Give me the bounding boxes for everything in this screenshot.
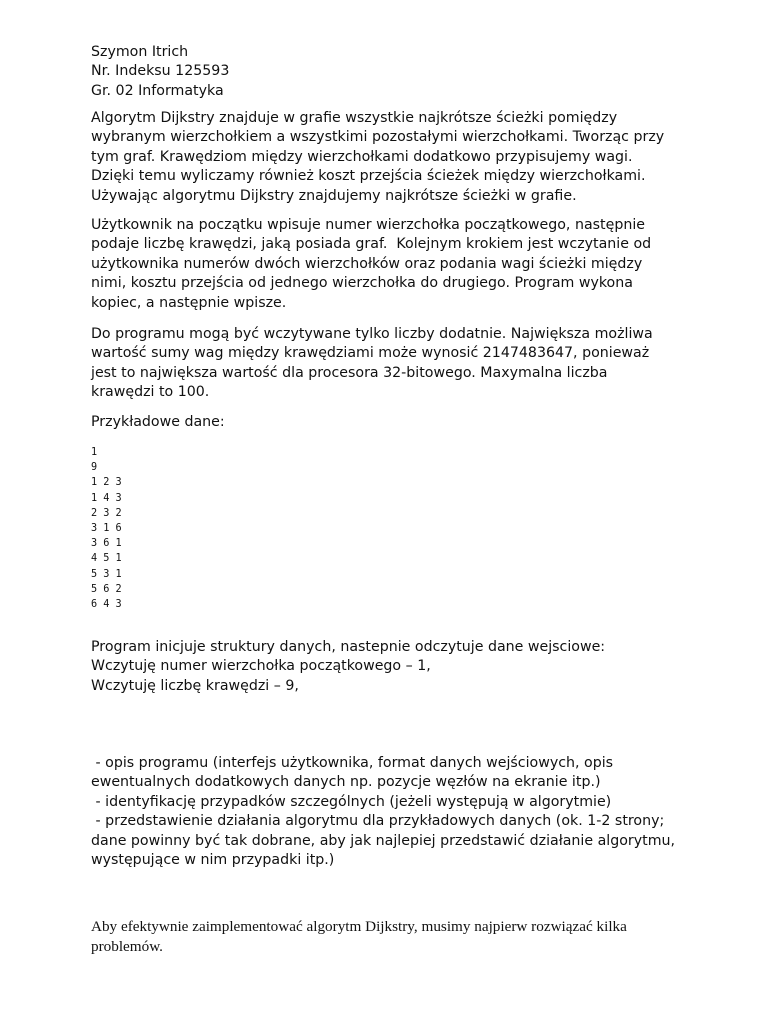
example-data-line: 4 5 1 bbox=[91, 553, 122, 565]
example-label: Przykładowe dane: bbox=[91, 414, 225, 430]
author-name: Szymon Itrich bbox=[91, 44, 189, 60]
paragraph-constraints bbox=[91, 325, 701, 403]
example-data-line: 2 3 2 bbox=[91, 507, 122, 519]
paragraph-line: użytkownika numerów dwóch wierzchołków oraz podania wagi ścieżki między bbox=[91, 255, 643, 272]
paragraph-user-input bbox=[91, 216, 701, 313]
paragraph-line: jest to największa wartość dla procesora 32-bitowego. Maxymalna liczba bbox=[91, 364, 608, 381]
paragraph-line: problemów. bbox=[91, 938, 163, 955]
example-data-line: 1 2 3 bbox=[91, 477, 122, 489]
example-data-line: 6 4 3 bbox=[91, 599, 122, 611]
example-data-line: 5 6 2 bbox=[91, 583, 122, 595]
list-item: ewentualnych dodatkowych danych np. pozycje węzłów na ekranie itp.) bbox=[91, 774, 601, 791]
paragraph-line: wybranym wierzchołkiem a wszystkimi pozostałymi wierzchołkami. Tworząc przy bbox=[91, 129, 665, 146]
paragraph-line: tym graf. Krawędziom między wierzchołkami dodatkowo przypisujemy wagi. bbox=[91, 148, 633, 165]
paragraph-line: podaje liczbę krawędzi, jaką posiada graf. Kolejnym krokiem jest wczytanie od bbox=[91, 236, 652, 253]
paragraph-line: Wczytuję liczbę krawędzi – 9, bbox=[91, 677, 299, 694]
student-index: Nr. Indeksu 125593 bbox=[91, 63, 230, 80]
paragraph-line: kopiec, a następnie wpisze. bbox=[91, 294, 287, 311]
author-header bbox=[91, 43, 701, 101]
paragraph-line: krawędzi to 100. bbox=[91, 384, 210, 401]
paragraph-algorithm-description bbox=[91, 109, 701, 206]
list-item: występujące w nim przypadki itp.) bbox=[91, 852, 335, 869]
list-item: dane powinny być tak dobrane, aby jak najlepiej przedstawić działanie algorytmu, bbox=[91, 832, 676, 849]
example-data-line: 1 bbox=[91, 447, 98, 458]
paragraph-line: Używając algorytmu Dijkstry znajdujemy najkrótsze ścieżki w grafie. bbox=[91, 187, 577, 204]
example-data-listing bbox=[91, 445, 701, 612]
paragraph-closing bbox=[91, 917, 701, 957]
list-item: - przedstawienie działania algorytmu dla przykładowych danych (ok. 1-2 strony; bbox=[91, 813, 665, 830]
example-data-line: 1 4 3 bbox=[91, 492, 122, 504]
paragraph-line: Aby efektywnie zaimplementować algorytm Dijkstry, musimy najpierw rozwiązać kilka bbox=[91, 918, 627, 935]
paragraph-line: nimi, kosztu przejścia od jednego wierzchołka do drugiego. Program wykona bbox=[91, 275, 633, 292]
example-data-line: 3 1 6 bbox=[91, 523, 122, 535]
paragraph-line: Program inicjuje struktury danych, nastepnie odczytuje dane wejsciowe: bbox=[91, 639, 606, 655]
paragraph-line: Użytkownik na początku wpisuje numer wierzchołka początkowego, następnie bbox=[91, 217, 645, 233]
paragraph-line: wartość sumy wag między krawędziami może wynosić 2147483647, ponieważ bbox=[91, 345, 650, 362]
paragraph-initialization bbox=[91, 638, 701, 696]
example-heading bbox=[91, 413, 701, 432]
paragraph-line: Wczytuję numer wierzchołka początkowego – 1, bbox=[91, 658, 431, 675]
requirements-list bbox=[91, 754, 701, 870]
example-data-line: 5 3 1 bbox=[91, 568, 122, 580]
paragraph-line: Dzięki temu wyliczamy również koszt przejścia ścieżek między wierzchołkami. bbox=[91, 168, 646, 185]
student-group: Gr. 02 Informatyka bbox=[91, 82, 224, 99]
paragraph-line: Do programu mogą być wczytywane tylko liczby dodatnie. Największa możliwa bbox=[91, 326, 653, 342]
example-data-line: 9 bbox=[91, 462, 98, 474]
example-data-line: 3 6 1 bbox=[91, 538, 122, 550]
list-item: - opis programu (interfejs użytkownika, format danych wejściowych, opis bbox=[91, 755, 614, 771]
paragraph-line: Algorytm Dijkstry znajduje w grafie wszystkie najkrótsze ścieżki pomiędzy bbox=[91, 110, 618, 126]
list-item: - identyfikację przypadków szczególnych (jeżeli występują w algorytmie) bbox=[91, 793, 612, 810]
